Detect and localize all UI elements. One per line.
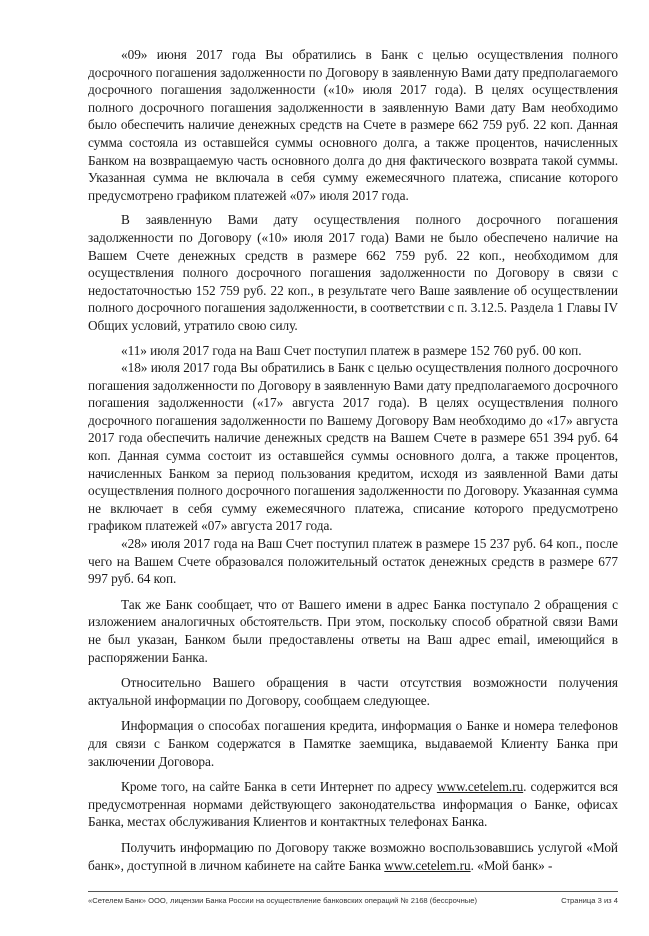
paragraph-request-july: «18» июля 2017 года Вы обратились в Банк с целью осуществления полного досрочного погашения задолженности по Договору в заявленную Вами дату предполагаемого досрочного погашения задолженности («17» августа 2017 года). В целях осуществления полного досрочного погашения задолженности по Вашему Договору Вам необходимо до «17» августа 2017 года обеспечить наличие денежных средств на Вашем Счете в размере 651 394 руб. 64 коп. Данная сумма состоит из оставшейся суммы основного долга, а также процентов, начисленных Банком за период пользования кредитом, исходя из заявленной Вами даты осуществления полного досрочного погашения задолженности по Договору. Указанная сумма не включает в себя сумму ежемесячного платежа, списание которого предусмотрено графиком платежей «07» августа 2017 года.: [88, 360, 618, 534]
paragraph-payment-july-11: «11» июля 2017 года на Ваш Счет поступил платеж в размере 152 760 руб. 00 коп.: [121, 342, 582, 358]
paragraph-payment-july-28: «28» июля 2017 года на Ваш Счет поступил платеж в размере 15 237 руб. 64 коп., после чего на Вашем Счете образовался положительный остаток денежных средств в размере 677 997 руб. 64 коп.: [88, 536, 618, 587]
paragraph-website-info: [88, 778, 618, 831]
paragraph-borrower-memo: Информация о способах погашения кредита, информация о Банке и номера телефонов для связи с Банком содержатся в Памятке заемщика, выдаваемой Клиенту Банка при заключении Договора.: [88, 718, 618, 769]
paragraph-info-access: Относительно Вашего обращения в части отсутствия возможности получения актуальной информации по Договору, сообщаем следующее.: [88, 675, 618, 708]
paragraph-website-text-start: Кроме того, на сайте Банка в сети Интернет по адресу: [121, 779, 437, 795]
paragraph-my-bank-service: [88, 839, 618, 874]
paragraph-website-text-end: . содержится вся предусмотренная нормами действующего законодательства информация о Банке, офисах Банка, местах обслуживания Клиентов и контактных телефонах Банка.: [88, 779, 618, 830]
page-footer: [88, 896, 618, 905]
footer-page-number: Страница 3 из 4: [561, 896, 618, 905]
paragraph-prior-appeals: Так же Банк сообщает, что от Вашего имени в адрес Банка поступало 2 обращения с изложением аналогичных обстоятельств. При этом, поскольку способ обратной связи Вами не был указан, Банком были предоставлены ответы на Ваш адрес email, имеющийся в распоряжении Банка.: [88, 596, 618, 665]
footer-divider: [88, 891, 618, 892]
paragraph-request-june: «09» июня 2017 года Вы обратились в Банк с целью осуществления полного досрочного погашения задолженности по Договору в заявленную Вами дату предполагаемого досрочного погашения задолженности («10» июля 2017 года). В целях осуществления полного досрочного погашения задолженности в заявленную Вами дату Вам необходимо было обеспечить наличие денежных средств на Счете в размере 662 759 руб. 22 коп. Данная сумма состояла из оставшейся суммы основного долга, а также процентов, начисленных Банком на возвращаемую часть основного долга до дня фактического возврата такой суммы. Указанная сумма не включала в себя сумму ежемесячного платежа, списание которого предусмотрено графиком платежей «07» июля 2017 года.: [88, 47, 618, 203]
website-link-2[interactable]: www.cetelem.ru: [384, 857, 471, 873]
letter-body: [88, 46, 618, 874]
website-link[interactable]: www.cetelem.ru: [436, 779, 524, 795]
paragraph-my-bank-text-end: . «Мой банк» -: [470, 857, 553, 873]
paragraph-my-bank-text-start: Получить информацию по Договору также возможно воспользовавшись услугой «Мой банк», доступной в личном кабинете на сайте Банка: [88, 839, 618, 873]
footer-bank-license: «Сетелем Банк» ООО, лицензии Банка России на осуществление банковских операций № 2168 (бессрочные): [88, 896, 477, 905]
paragraph-insufficient-funds: В заявленную Вами дату осуществления полного досрочного погашения задолженности по Договору («10» июля 2017 года) Вами не было обеспечено наличие на Вашем Счете денежных средств в размере 662 759 руб. 22 коп., необходимом для осуществления полного досрочного погашения задолженности по Договору в связи с недостаточностью 152 759 руб. 22 коп., в результате чего Ваше заявление об осуществлении полного досрочного погашения задолженности, в соответствии с п. 3.12.5. Раздела 1 Главы IV Общих условий, утратило свою силу.: [88, 212, 618, 333]
